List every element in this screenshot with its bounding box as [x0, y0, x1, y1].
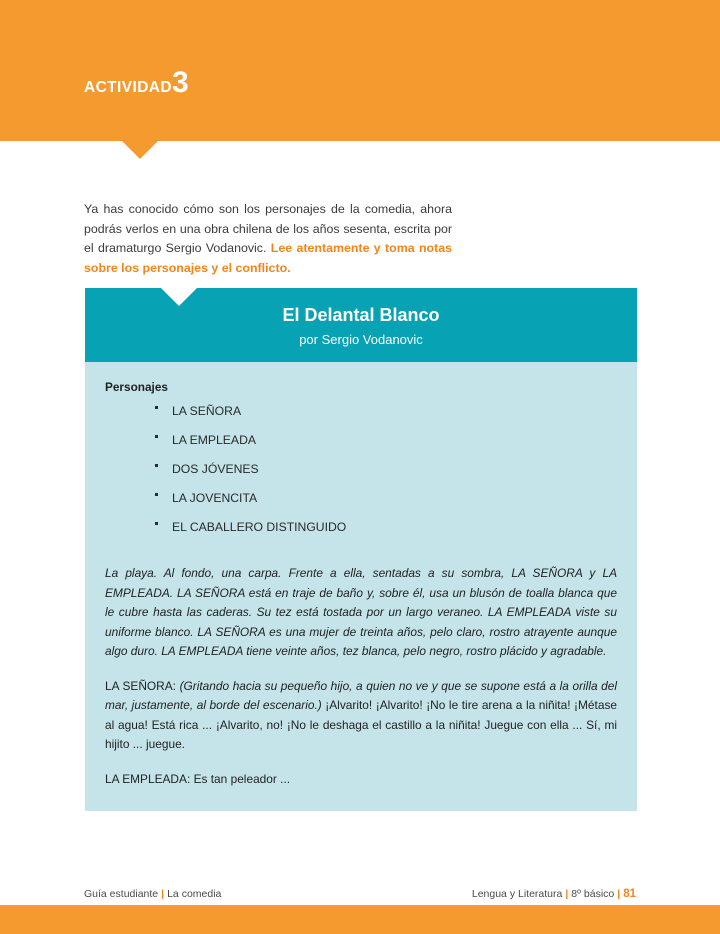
list-item: [155, 404, 617, 418]
page-number: 81: [623, 888, 636, 900]
list-item: [155, 433, 617, 447]
reading-title: El Delantal Blanco: [282, 305, 440, 325]
bullet-icon: [155, 464, 158, 467]
reading-author: por Sergio Vodanovic: [299, 332, 423, 347]
list-item: [155, 462, 617, 476]
activity-banner: [0, 0, 720, 141]
dialogue-line: [105, 770, 617, 790]
footer-guide-label: Guía estudiante: [84, 888, 159, 900]
character-name: EL CABALLERO DISTINGUIDO: [172, 520, 347, 534]
characters-heading: Personajes: [105, 380, 168, 394]
dialogue-line: [105, 677, 617, 755]
banner-notch-triangle-icon: [122, 141, 158, 159]
stage-direction-paragraph: La playa. Al fondo, una carpa. Frente a ella, sentadas a su sombra, LA SEÑORA y LA EMPLEADA. LA SEÑORA está en traje de baño y, sobre él, usa un blusón de toalla blanca que le cubre hasta las caderas. Su tez está tostada por un largo veraneo. LA EMPLEADA viste su uniforme blanco. LA SEÑORA es una mujer de treinta años, pelo claro, rostro atrayente aunque algo duro. LA EMPLEADA tiene veinte años, tez blanca, pelo negro, rostro plácido y agradable.: [105, 566, 617, 658]
bullet-icon: [155, 522, 158, 525]
dialogue-text: ¡Alvarito! ¡Alvarito! ¡No le tire arena a la niñita! ¡Métase al agua! Está rica ... ¡Alvarito, no! ¡No le deshaga el castillo a la niñita! Juegue con ella ... Sí, mi hijito ... juegue.: [105, 698, 617, 751]
dialogue-stage-note: (Gritando hacia su pequeño hijo, a quien no ve y que se supone está a la orilla del mar, justamente, al borde del escenario.): [105, 678, 618, 712]
intro-text: Ya has conocido cómo son los personajes de la comedia, ahora podrás verlos en una obra chilena de los años sesenta, escrita por el dramaturgo Sergio Vodanovic.: [84, 202, 452, 256]
footer-subject-label: Lengua y Literatura: [471, 888, 563, 900]
footer-grade-label: 8º básico: [571, 888, 615, 900]
characters-list: [105, 404, 617, 534]
bullet-icon: [155, 406, 158, 409]
list-item: [155, 520, 617, 534]
header-notch-triangle-icon: [161, 288, 197, 306]
footer-unit-label: La comedia: [167, 888, 222, 900]
bullet-icon: [155, 435, 158, 438]
footer-left-text: [84, 888, 221, 900]
character-name: LA SEÑORA: [172, 404, 242, 418]
character-name: LA EMPLEADA: [172, 433, 256, 447]
activity-label: ACTIVIDAD: [84, 79, 172, 96]
intro-paragraph: [84, 200, 452, 278]
footer-separator: |: [161, 888, 165, 900]
bullet-icon: [155, 493, 158, 496]
dialogue-speaker: LA SEÑORA:: [105, 678, 176, 693]
footer-orange-bar: [0, 907, 720, 934]
footer-right-text: [472, 888, 636, 900]
reading-box-header: [85, 288, 637, 362]
intro-highlight-instruction: Lee atentamente y toma notas sobre los personajes y el conflicto.: [84, 241, 452, 275]
footer-separator: |: [565, 888, 569, 900]
reading-box-body: [85, 362, 637, 811]
list-item: [155, 491, 617, 505]
activity-number: 3: [172, 66, 189, 99]
character-name: LA JOVENCITA: [172, 491, 258, 505]
character-name: DOS JÓVENES: [172, 462, 259, 476]
dialogue-speaker: LA EMPLEADA:: [105, 771, 191, 786]
dialogue-text: Es tan peleador ...: [190, 771, 291, 786]
reading-excerpt-box: [85, 288, 637, 811]
footer-separator: |: [617, 888, 621, 900]
